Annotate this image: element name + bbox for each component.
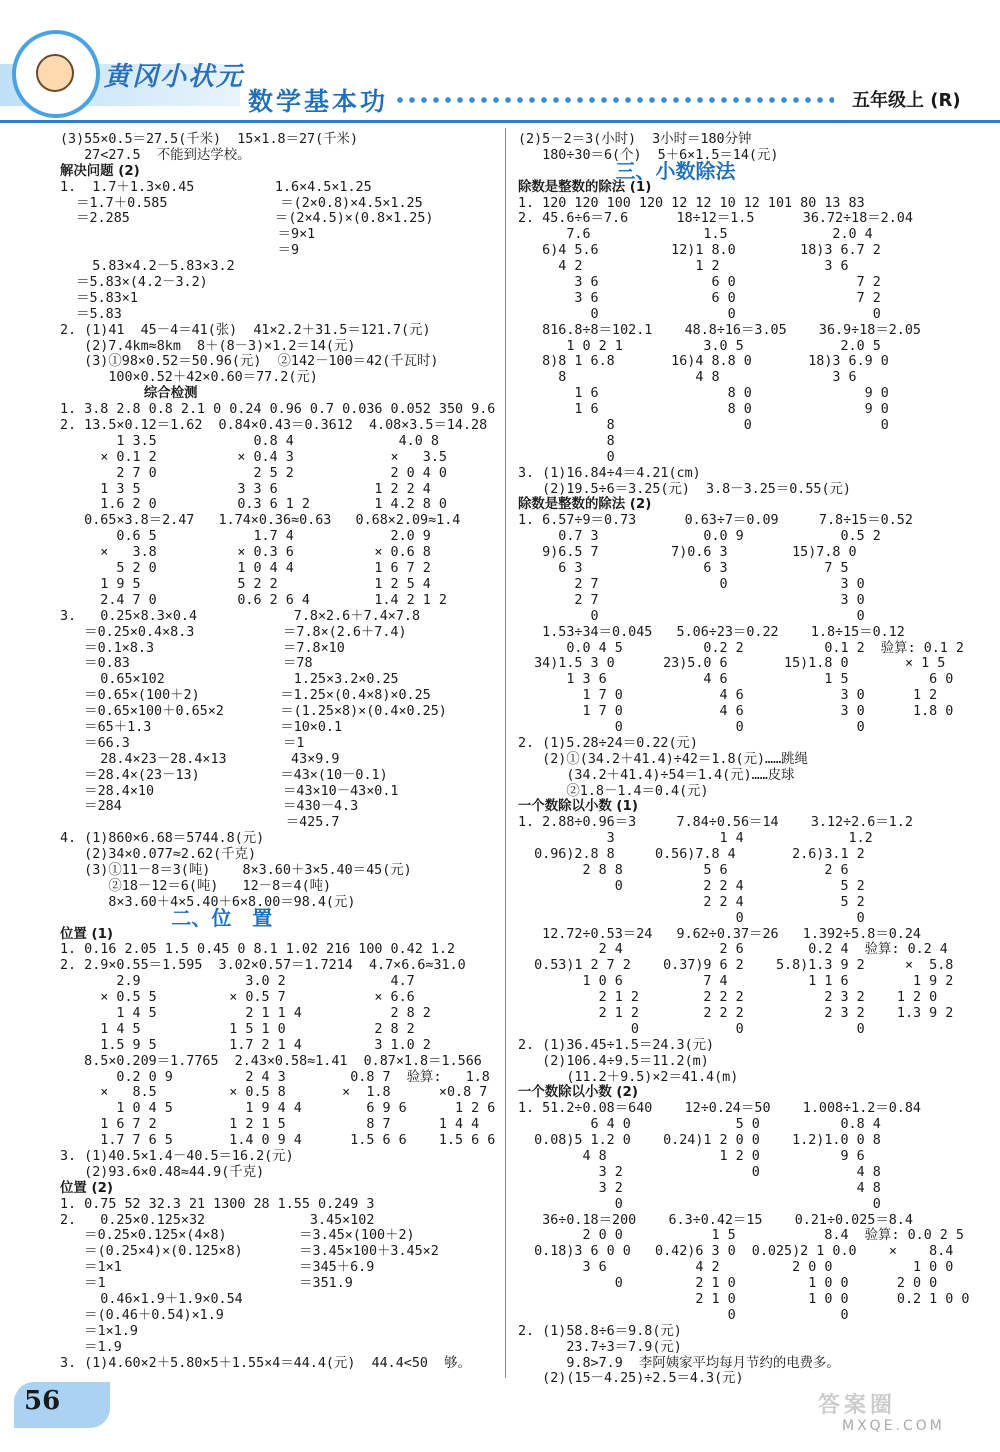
answer-line: 2 8 8 5 6 2 6 xyxy=(518,862,849,878)
answer-line: 1 7 0 4 6 3 0 1 2 xyxy=(518,688,938,704)
answer-line: 0 xyxy=(518,449,615,465)
answer-line: 0.96)2.8 8 0.56)7.8 4 2.6)3.1 2 xyxy=(518,847,865,863)
answer-line: ＝1.7＋0.585 ＝(2×0.8)×4.5×1.25 xyxy=(60,195,423,211)
answer-line: 1. 2.88÷0.96＝3 7.84÷0.56＝14 3.12÷2.6＝1.2 xyxy=(518,815,913,831)
answer-line: 1 0 6 7 4 1 1 6 1 9 2 xyxy=(518,974,954,990)
answer-line: 100×0.52＋42×0.60＝77.2(元) xyxy=(60,370,318,386)
answer-line: 1.7 7 6 5 1.4 0 9 4 1.5 6 6 1.5 6 6 xyxy=(60,1133,496,1149)
answer-line: 1. 51.2÷0.08＝640 12÷0.24＝50 1.008÷1.2＝0.84 xyxy=(518,1101,921,1117)
answer-line: 0 0 0 xyxy=(518,306,881,322)
answer-line: 2 2 4 5 2 xyxy=(518,894,865,910)
answer-line: 除数是整数的除法 (1) xyxy=(518,179,652,195)
answer-line: 一个数除以小数 (1) xyxy=(518,799,638,815)
answer-line: 9.8>7.9 李阿姨家平均每月节约的电费多。 xyxy=(518,1355,840,1371)
brand-name: 黄冈小状元 xyxy=(104,62,245,92)
answer-line: ＝(0.46＋0.54)×1.9 xyxy=(60,1307,224,1323)
answer-line: 2 7 0 2 5 2 2 0 4 0 xyxy=(60,465,447,481)
answer-line: 4 8 1 2 0 9 6 xyxy=(518,1149,865,1164)
answer-line: ＝1×1.9 xyxy=(60,1323,138,1339)
answer-line: 0.65×3.8＝2.47 1.74×0.36≈0.63 0.68×2.09≈1.4 xyxy=(60,513,461,529)
answer-line: 0 0 0 xyxy=(518,1021,865,1037)
answer-line: ＝0.1×8.3 ＝7.8×10 xyxy=(60,640,345,656)
answer-line: 1. 0.16 2.05 1.5 0.45 0 8.1 1.02 216 100 0.42 1.2 xyxy=(60,942,456,958)
answer-line: ②18－12＝6(吨) 12－8＝4(吨) xyxy=(60,878,332,894)
answer-line: 1. 3.8 2.8 0.8 2.1 0 0.24 0.96 0.7 0.036 0.052 350 9.6 xyxy=(60,402,496,418)
answer-line: × 8.5 × 0.5 8 × 1.8 ×0.8 7 xyxy=(60,1085,488,1101)
answer-line: ＝28.4×10 ＝43×10－43×0.1 xyxy=(60,783,399,799)
answer-line: ＝1×1 ＝345＋6.9 xyxy=(60,1260,375,1276)
answer-line: 0.53)1 2 7 2 0.37)9 6 2 5.8)1.3 9 2 × 5.8 xyxy=(518,958,954,974)
answer-line: ＝284 ＝430－4.3 xyxy=(60,799,359,815)
answer-line: 0 0 0 xyxy=(518,719,865,735)
answer-line: 8 0 0 xyxy=(518,418,889,434)
answer-line: 1.6 2 0 0.3 6 1 2 1 4.2 8 0 xyxy=(60,497,447,513)
answer-line: 4 2 1 2 3 6 xyxy=(518,259,849,275)
answer-line: 1 0 4 5 1 9 4 4 6 9 6 1 2 6 xyxy=(60,1101,496,1117)
answer-line: 8 4 8 3 6 xyxy=(518,370,857,386)
answer-line: × 0.1 2 × 0.4 3 × 3.5 xyxy=(60,449,447,465)
answer-line: (2)19.5÷6＝3.25(元) 3.8－3.25＝0.55(元) xyxy=(518,481,851,497)
answer-line: ＝425.7 xyxy=(60,815,340,831)
answer-line: 1 4 5 2 1 1 4 2 8 2 xyxy=(60,1005,431,1021)
answer-line: 180÷30＝6(个) 5＋6×1.5＝14(元) xyxy=(518,147,779,163)
answer-line: ＝0.25×0.4×8.3 ＝7.8×(2.6＋7.4) xyxy=(60,624,407,640)
answer-line: ＝28.4×(23－13) ＝43×(10－0.1) xyxy=(60,767,388,783)
answer-line: 0.46×1.9＋1.9×0.54 xyxy=(60,1292,243,1308)
watermark-url: MXQE.COM xyxy=(842,1418,945,1434)
answer-line: 8)8 1 6.8 16)4 8.8 0 18)3 6.9 0 xyxy=(518,354,889,370)
answer-line: 一个数除以小数 (2) xyxy=(518,1085,638,1101)
answer-line: (2)7.4km≈8km 8＋(8－3)×1.2＝14(元) xyxy=(60,338,356,354)
answer-line: 4. (1)860×6.68＝5744.8(元) xyxy=(60,831,265,847)
answer-line: 1. 0.75 52 32.3 21 1300 28 1.55 0.249 3 xyxy=(60,1196,375,1212)
answer-line: 2. 13.5×0.12＝1.62 0.84×0.43＝0.3612 4.08×3.5＝14.28 xyxy=(60,418,488,434)
answer-line: ＝1.9 xyxy=(60,1339,122,1355)
answer-line: × 0.5 5 × 0.5 7 × 6.6 xyxy=(60,990,415,1006)
answer-line: 8×3.60＋4×5.40＋6×8.00＝98.4(元) xyxy=(60,894,356,910)
answer-line: 2.9 3.0 2 4.7 xyxy=(60,974,415,990)
answer-line: 0 2 2 4 5 2 xyxy=(518,878,865,894)
answer-line: 1 3 5 3 3 6 1 2 2 4 xyxy=(60,481,431,497)
page-number: 56 xyxy=(24,1386,61,1416)
answer-line: 2 7 3 0 xyxy=(518,592,865,608)
answer-line: ＝65＋1.3 ＝10×0.1 xyxy=(60,719,343,735)
right-answer-column xyxy=(518,132,988,1387)
answer-line: ＝9 xyxy=(60,243,300,259)
answer-line: × 3.8 × 0.3 6 × 0.6 8 xyxy=(60,545,431,561)
answer-line: 0.65×102 1.25×3.2×0.25 xyxy=(60,672,399,688)
answer-line: (2)①(34.2＋41.4)÷42＝1.8(元)……跳绳 xyxy=(518,751,808,767)
answer-line: 816.8÷8＝102.1 48.8÷16＝3.05 36.9÷18＝2.05 xyxy=(518,322,921,338)
answer-line: (2)34×0.077≈2.62(千克) xyxy=(60,847,257,863)
answer-line: 9)6.5 7 7)0.6 3 15)7.8 0 xyxy=(518,545,857,561)
answer-line: 12.72÷0.53＝24 9.62÷0.37＝26 1.392÷5.8＝0.24 xyxy=(518,926,921,942)
answer-line: 1 3 6 4 6 1 5 6 0 xyxy=(518,672,954,688)
answer-line: 三、小数除法 xyxy=(518,158,736,183)
answer-line: 3. (1)16.84÷4＝4.21(cm) xyxy=(518,465,701,481)
answer-line: 3. 0.25×8.3×0.4 7.8×2.6＋7.4×7.8 xyxy=(60,608,421,624)
column-divider xyxy=(505,128,506,1378)
answer-line: 2. 2.9×0.55＝1.595 3.02×0.57＝1.7214 4.7×6.6≈31.0 xyxy=(60,958,466,974)
answer-line: 1 9 5 5 2 2 1 2 5 4 xyxy=(60,576,431,592)
answer-line: 0.6 5 1.7 4 2.0 9 xyxy=(60,529,431,545)
answer-line: 2. (1)41 45－4＝41(张) 41×2.2＋31.5＝121.7(元) xyxy=(60,322,431,338)
answer-line: ＝0.25×0.125×(4×8) ＝3.45×(100＋2) xyxy=(60,1228,415,1244)
answer-line: 2 1 2 2 2 2 2 3 2 1.3 9 2 xyxy=(518,1005,954,1021)
answer-line: 综合检测 xyxy=(60,386,198,402)
answer-line: 6 3 6 3 7 5 xyxy=(518,561,849,577)
answer-line: 2. (1)5.28÷24＝0.22(元) xyxy=(518,735,698,751)
mascot-face-icon xyxy=(36,54,74,92)
answer-line: ＝2.285 ＝(2×4.5)×(0.8×1.25) xyxy=(60,211,434,227)
answer-line: 1 6 8 0 9 0 xyxy=(518,386,889,402)
grade-label: 五年级上 (R) xyxy=(852,90,961,111)
answer-line: 2. 45.6÷6＝7.6 18÷12＝1.5 36.72÷18＝2.04 xyxy=(518,211,913,227)
answer-line: 6)4 5.6 12)1 8.0 18)3 6.7 2 xyxy=(518,243,881,259)
answer-line: ＝66.3 ＝1 xyxy=(60,735,305,751)
answer-line: 2 7 0 3 0 xyxy=(518,576,865,592)
answer-line: 0 0 xyxy=(518,1196,881,1212)
answer-line: ＝5.83 xyxy=(60,306,122,322)
answer-line: 除数是整数的除法 (2) xyxy=(518,497,652,513)
answer-line: 解决问题 (2) xyxy=(60,163,140,179)
answer-line: 28.4×23－28.4×13 43×9.9 xyxy=(60,751,340,767)
answer-line: (3)①98×0.52＝50.96(元) ②142－100＝42(千瓦时) xyxy=(60,354,439,370)
answer-line: (3)55×0.5＝27.5(千米) 15×1.8＝27(千米) xyxy=(60,132,359,147)
answer-line: (3)①11－8＝3(吨) 8×3.60＋3×5.40＝45(元) xyxy=(60,862,412,878)
answer-line: 1 6 8 0 9 0 xyxy=(518,402,889,418)
page-header xyxy=(0,0,1000,122)
answer-line: 3 6 4 2 2 0 0 1 0 0 xyxy=(518,1260,954,1276)
answer-line: (2)(15－4.25)÷2.5＝4.3(元) xyxy=(518,1371,744,1387)
answer-line: 8 xyxy=(518,433,615,449)
answer-line: 3. (1)4.60×2＋5.80×5＋1.55×4＝44.4(元) 44.4<50 够。 xyxy=(60,1355,471,1371)
answer-line: 2 0 0 1 5 8.4 验算: 0.0 2 5 xyxy=(518,1228,964,1244)
answer-line: 1.53÷34＝0.045 5.06÷23＝0.22 1.8÷15＝0.12 xyxy=(518,624,905,640)
answer-line: 1 7 0 4 6 3 0 1.8 0 xyxy=(518,704,954,720)
answer-line: ＝(0.25×4)×(0.125×8) ＝3.45×100＋3.45×2 xyxy=(60,1244,439,1260)
answer-line: 2.4 7 0 0.6 2 6 4 1.4 2 1 2 xyxy=(60,592,447,608)
answer-line: 3 6 6 0 7 2 xyxy=(518,275,881,291)
watermark-text: 答案圈 xyxy=(818,1393,897,1418)
left-answer-column xyxy=(60,132,500,1371)
answer-line: 1.5 9 5 1.7 2 1 4 3 1.0 2 xyxy=(60,1037,431,1053)
answer-line: 0.0 4 5 0.2 2 0.1 2 验算: 0.1 2 xyxy=(518,640,964,656)
answer-line: 0 0 xyxy=(518,608,865,624)
answer-line: ＝5.83×1 xyxy=(60,290,138,306)
answer-line: 0.7 3 0.0 9 0.5 2 xyxy=(518,529,881,545)
answer-line: 0.18)3 6 0 0 0.42)6 3 0 0.025)2 1 0.0 × 8.4 xyxy=(518,1244,954,1260)
answer-line: 27<27.5 不能到达学校。 xyxy=(60,147,251,163)
answer-line: 3. (1)40.5×1.4－40.5＝16.2(元) xyxy=(60,1149,294,1164)
answer-line: ＝5.83×(4.2－3.2) xyxy=(60,275,208,291)
answer-line: 5.83×4.2－5.83×3.2 xyxy=(60,259,235,275)
answer-line: 36÷0.18＝200 6.3÷0.42＝15 0.21÷0.025＝8.4 xyxy=(518,1212,913,1228)
answer-line: 二、位 置 xyxy=(60,905,273,930)
answer-line: 位置 (2) xyxy=(60,1180,114,1196)
answer-line: 2. (1)58.8÷6＝9.8(元) xyxy=(518,1323,682,1339)
answer-line: 3 2 0 4 8 xyxy=(518,1164,881,1180)
answer-line: 1 0 2 1 3.0 5 2.0 5 xyxy=(518,338,881,354)
answer-line: 1 3.5 0.8 4 4.0 8 xyxy=(60,433,439,449)
answer-line: ＝1 ＝351.9 xyxy=(60,1276,353,1292)
answer-line: 1. 6.57÷9＝0.73 0.63÷7＝0.09 7.8÷15＝0.52 xyxy=(518,513,913,529)
answer-line: 5 2 0 1 0 4 4 1 6 7 2 xyxy=(60,561,431,577)
answer-line: 1 4 5 1 5 1 0 2 8 2 xyxy=(60,1021,415,1037)
answer-line: 23.7÷3＝7.9(元) xyxy=(518,1339,682,1355)
answer-line: 2. 0.25×0.125×32 3.45×102 xyxy=(60,1212,375,1228)
answer-line: 3 1 4 1.2 xyxy=(518,831,873,847)
answer-line: ＝0.65×(100＋2) ＝1.25×(0.4×8)×0.25 xyxy=(60,688,431,704)
answer-line: 2 1 2 2 2 2 2 3 2 1 2 0 xyxy=(518,990,938,1006)
answer-line: 3 2 4 8 xyxy=(518,1180,881,1196)
answer-line: 位置 (1) xyxy=(60,926,114,942)
answer-line: 0 2 1 0 1 0 0 2 0 0 xyxy=(518,1276,938,1292)
answer-line: 8.5×0.209＝1.7765 2.43×0.58≈1.41 0.87×1.8＝1.566 xyxy=(60,1053,482,1069)
answer-line: (2)5－2＝3(小时) 3小时＝180分钟 xyxy=(518,132,752,147)
answer-line: ＝9×1 xyxy=(60,227,316,243)
answer-line: 2 1 0 1 0 0 0.2 1 0 0 xyxy=(518,1292,970,1308)
answer-line: 1 6 7 2 1 2 1 5 8 7 1 4 4 xyxy=(60,1117,480,1133)
decorative-dots xyxy=(394,96,834,104)
answer-line: 34)1.5 3 0 23)5.0 6 15)1.8 0 × 1 5 xyxy=(518,656,946,672)
book-title: 数学基本功 xyxy=(248,87,389,116)
answer-line: 0.08)5 1.2 0 0.24)1 2 0 0 1.2)1.0 0 8 xyxy=(518,1133,881,1149)
answer-line: 6 4 0 5 0 0.8 4 xyxy=(518,1117,881,1133)
answer-line: ＝0.83 ＝78 xyxy=(60,656,313,672)
answer-line: 0 0 xyxy=(518,1307,849,1323)
answer-line: 0 0 xyxy=(518,910,865,926)
answer-line: ＝0.65×100＋0.65×2 ＝(1.25×8)×(0.4×0.25) xyxy=(60,704,447,720)
answer-line: ②1.8－1.4＝0.4(元) xyxy=(518,783,709,799)
answer-line: 2 4 2 6 0.2 4 验算: 0.2 4 xyxy=(518,942,948,958)
answer-line: 7.6 1.5 2.0 4 xyxy=(518,227,873,243)
header-rule xyxy=(0,120,1000,123)
answer-line: 1. 120 120 100 120 12 12 10 12 101 80 13 83 xyxy=(518,195,865,211)
answer-line: 2. (1)36.45÷1.5＝24.3(元) xyxy=(518,1037,715,1053)
answer-line: (11.2＋9.5)×2＝41.4(m) xyxy=(518,1069,739,1085)
answer-line: (34.2＋41.4)÷54＝1.4(元)……皮球 xyxy=(518,767,795,783)
answer-line: 3 6 6 0 7 2 xyxy=(518,290,881,306)
answer-line: 0.2 0 9 2 4 3 0.8 7 验算: 1.8 xyxy=(60,1069,490,1085)
answer-line: (2)93.6×0.48≈44.9(千克) xyxy=(60,1164,265,1180)
answer-line: 1. 1.7＋1.3×0.45 1.6×4.5×1.25 xyxy=(60,179,372,195)
answer-line: (2)106.4÷9.5＝11.2(m) xyxy=(518,1053,709,1069)
